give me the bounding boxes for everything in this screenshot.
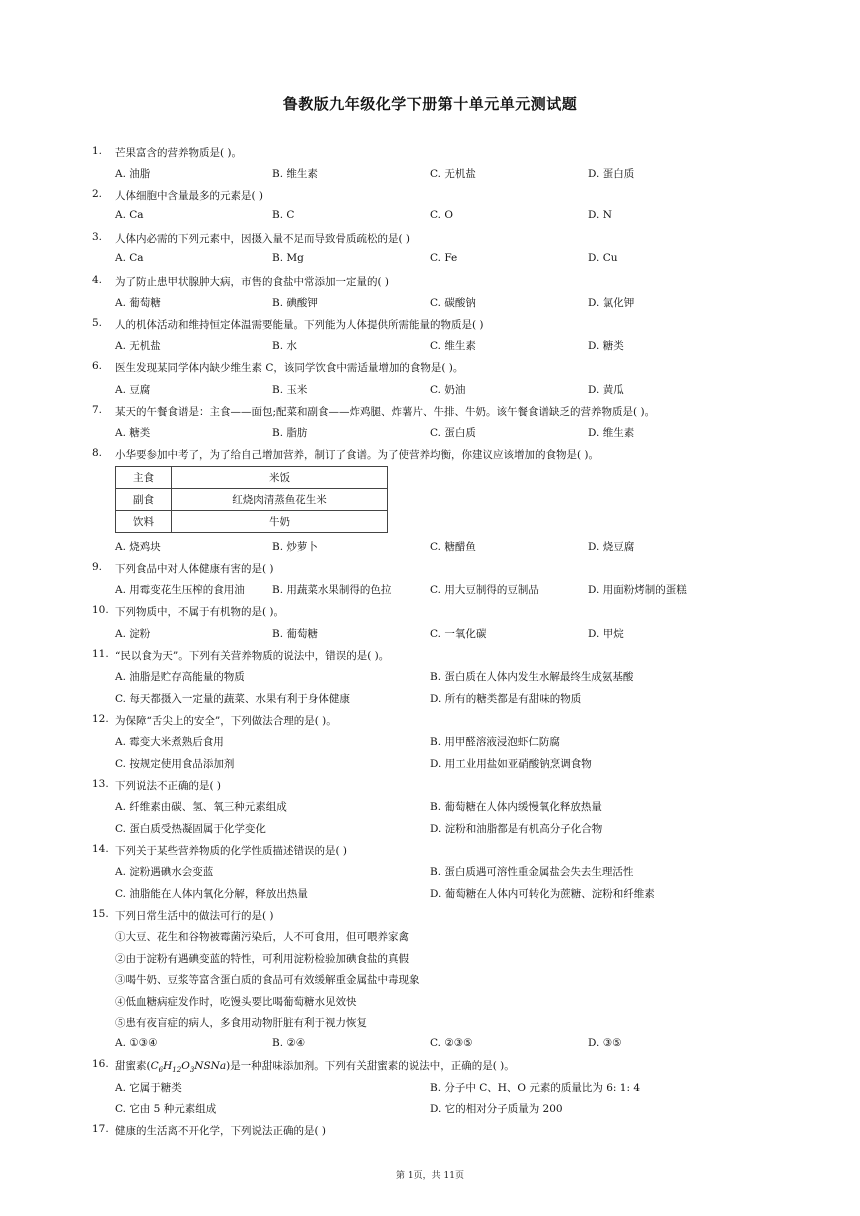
option-d: D. 黄瓜	[588, 384, 624, 396]
question-text: 为了防止患甲状腺肿大病，市售的食盐中常添加一定量的( )	[115, 276, 390, 288]
table-cell: 副食	[116, 489, 172, 511]
option-a: A. 淀粉	[115, 628, 151, 640]
option-c: C. 一氧化碳	[430, 628, 487, 640]
question-number: 10.	[92, 604, 109, 616]
option-c: C. 每天都摄入一定量的蔬菜、水果有利于身体健康	[115, 693, 350, 705]
option-d: D. 维生素	[588, 427, 635, 439]
table-cell: 饮料	[116, 511, 172, 533]
option-c: C. 碳酸钠	[430, 297, 476, 309]
option-b: B. 脂肪	[272, 427, 308, 439]
option-a: A. 糖类	[115, 427, 151, 439]
option-b: B. C	[272, 209, 295, 221]
table-cell: 红烧肉清蒸鱼花生米	[172, 489, 388, 511]
option-d: D. 所有的糖类都是有甜味的物质	[430, 693, 582, 705]
question-number: 16.	[92, 1058, 109, 1070]
option-c: C. 它由 5 种元素组成	[115, 1103, 217, 1115]
option-d: D. 用面粉烤制的蛋糕	[588, 584, 687, 596]
option-a: A. 淀粉遇碘水会变蓝	[115, 866, 214, 878]
option-b: B. 水	[272, 340, 297, 352]
option-c: C. Fe	[430, 252, 458, 264]
option-b: B. 葡萄糖在人体内缓慢氧化释放热量	[430, 801, 602, 813]
chemical-formula: $C_6H_{12}O_3NSNa$	[150, 1060, 227, 1075]
table-cell: 主食	[116, 467, 172, 489]
question-number: 4.	[92, 274, 103, 286]
option-b: B. 用蔬菜水果制得的色拉	[272, 584, 392, 596]
question-text: 为保障“舌尖上的安全”，下列做法合理的是( )。	[115, 715, 337, 727]
question-number: 2.	[92, 188, 103, 200]
option-b: B. 葡萄糖	[272, 628, 318, 640]
option-a: A. Ca	[115, 209, 144, 221]
question-number: 8.	[92, 447, 103, 459]
option-a: A. 纤维素由碳、氢、氧三种元素组成	[115, 801, 287, 813]
table-cell: 牛奶	[172, 511, 388, 533]
option-b: B. 蛋白质在人体内发生水解最终生成氨基酸	[430, 671, 634, 683]
question-number: 14.	[92, 843, 109, 855]
option-a: A. 烧鸡块	[115, 541, 161, 553]
option-d: D. ③⑤	[588, 1037, 622, 1049]
option-b: B. 炒萝卜	[272, 541, 318, 553]
option-b: B. 蛋白质遇可溶性重金属盐会失去生理活性	[430, 866, 634, 878]
question-text: 人体内必需的下列元素中，因摄入量不足而导致骨质疏松的是( )	[115, 233, 411, 245]
option-d: D. 它的相对分子质量为 200	[430, 1103, 563, 1115]
table-row	[116, 489, 388, 511]
option-c: C. 糖醋鱼	[430, 541, 476, 553]
option-c: C. 用大豆制得的豆制品	[430, 584, 539, 596]
table-row	[116, 511, 388, 533]
page-footer: 第 1页，共 11页	[396, 1171, 464, 1181]
option-a: A. ①③④	[115, 1037, 158, 1049]
option-c: C. 奶油	[430, 384, 466, 396]
option-d: D. 用工业用盐如亚硝酸钠烹调食物	[430, 758, 592, 770]
option-b: B. 分子中 C、H、O 元素的质量比为 6: 1: 4	[430, 1082, 640, 1094]
option-a: A. 无机盐	[115, 340, 161, 352]
question-number: 5.	[92, 317, 103, 329]
option-a: A. 葡萄糖	[115, 297, 161, 309]
question-text: 下列食品中对人体健康有害的是( )	[115, 563, 274, 575]
question-number: 1.	[92, 145, 103, 157]
page-title: 鲁教版九年级化学下册第十单元单元测试题	[282, 95, 578, 113]
option-d: D. 糖类	[588, 340, 624, 352]
question-number: 6.	[92, 360, 103, 372]
option-b: B. 维生素	[272, 168, 318, 180]
table-cell: 米饭	[172, 467, 388, 489]
option-d: D. 葡萄糖在人体内可转化为蔗糖、淀粉和纤维素	[430, 888, 655, 900]
question-text: “民以食为天”。下列有关营养物质的说法中，错误的是( )。	[115, 650, 390, 662]
question-text: 人体细胞中含量最多的元素是( )	[115, 190, 264, 202]
question-text: 医生发现某同学体内缺少维生素 C，该同学饮食中需适量增加的食物是( )。	[115, 362, 464, 374]
question-text: 下列关于某些营养物质的化学性质描述错误的是( )	[115, 845, 348, 857]
question-text: 小华要参加中考了，为了给自己增加营养，制订了食谱。为了使营养均衡，你建议应该增加的食物是( )。	[115, 449, 600, 461]
question-number: 11.	[92, 648, 109, 660]
option-a: A. 霉变大米煮熟后食用	[115, 736, 224, 748]
option-b: B. 碘酸钾	[272, 297, 318, 309]
question-text-after: )是一种甜味添加剂。下列有关甜蜜素的说法中，正确的是( )。	[226, 1060, 515, 1072]
question-text: 人的机体活动和维持恒定体温需要能量。下列能为人体提供所需能量的物质是( )	[115, 319, 484, 331]
statement-item: ④低血糖病症发作时，吃馒头要比喝葡萄糖水见效快	[115, 996, 357, 1008]
option-d: D. 甲烷	[588, 628, 624, 640]
question-number: 13.	[92, 778, 109, 790]
question-number: 15.	[92, 908, 109, 920]
option-a: A. 油脂	[115, 168, 151, 180]
option-d: D. Cu	[588, 252, 618, 264]
option-b: B. 玉米	[272, 384, 308, 396]
question-text-before: 甜蜜素(	[115, 1060, 151, 1072]
table-row	[116, 467, 388, 489]
menu-table	[115, 466, 388, 533]
option-d: D. 氯化钾	[588, 297, 635, 309]
option-d: D. N	[588, 209, 612, 221]
option-a: A. 油脂是贮存高能量的物质	[115, 671, 245, 683]
statement-item: ③喝牛奶、豆浆等富含蛋白质的食品可有效缓解重金属盐中毒现象	[115, 974, 420, 986]
option-c: C. 油脂能在人体内氧化分解，释放出热量	[115, 888, 308, 900]
option-a: A. 豆腐	[115, 384, 151, 396]
question-text: 健康的生活离不开化学，下列说法正确的是( )	[115, 1125, 327, 1137]
question-text: 下列说法不正确的是( )	[115, 780, 222, 792]
statement-item: ⑤患有夜盲症的病人，多食用动物肝脏有利于视力恢复	[115, 1017, 367, 1029]
option-c: C. ②③⑤	[430, 1037, 473, 1049]
question-number: 17.	[92, 1123, 109, 1135]
question-text: 下列日常生活中的做法可行的是( )	[115, 910, 274, 922]
option-b: B. Mg	[272, 252, 304, 264]
question-text	[115, 1058, 515, 1074]
option-c: C. 无机盐	[430, 168, 476, 180]
option-a: A. Ca	[115, 252, 144, 264]
question-text: 某天的午餐食谱是：主食——面包;配菜和副食——炸鸡腿、炸薯片、牛排、牛奶。该午餐食谱缺乏的营养物质是( )。	[115, 406, 656, 418]
question-text: 芒果富含的营养物质是( )。	[115, 147, 243, 159]
option-d: D. 淀粉和油脂都是有机高分子化合物	[430, 823, 603, 835]
option-c: C. 维生素	[430, 340, 476, 352]
question-text: 下列物质中，不属于有机物的是( )。	[115, 606, 285, 618]
option-b: B. ②④	[272, 1037, 306, 1049]
option-c: C. O	[430, 209, 453, 221]
option-d: D. 烧豆腐	[588, 541, 635, 553]
option-c: C. 蛋白质	[430, 427, 476, 439]
option-d: D. 蛋白质	[588, 168, 635, 180]
question-number: 7.	[92, 404, 103, 416]
statement-item: ①大豆、花生和谷物被霉菌污染后，人不可食用，但可喂养家禽	[115, 931, 409, 943]
option-c: C. 按规定使用食品添加剂	[115, 758, 235, 770]
option-c: C. 蛋白质受热凝固属于化学变化	[115, 823, 266, 835]
option-a: A. 它属于糖类	[115, 1082, 182, 1094]
question-number: 12.	[92, 713, 109, 725]
question-number: 9.	[92, 561, 103, 573]
statement-item: ②由于淀粉有遇碘变蓝的特性，可利用淀粉检验加碘食盐的真假	[115, 953, 409, 965]
option-a: A. 用霉变花生压榨的食用油	[115, 584, 245, 596]
question-number: 3.	[92, 231, 103, 243]
option-b: B. 用甲醛溶液浸泡虾仁防腐	[430, 736, 560, 748]
